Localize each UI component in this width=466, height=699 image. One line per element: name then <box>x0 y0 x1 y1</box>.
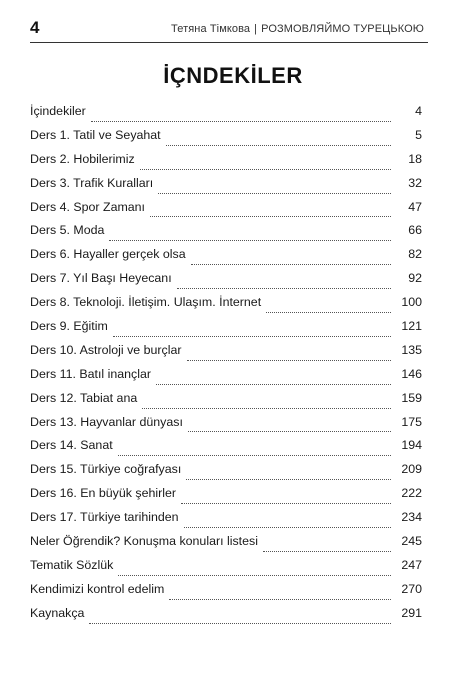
toc-entry-page: 159 <box>401 390 422 405</box>
dot-leader <box>150 216 391 217</box>
toc-entry-label: Ders 17. Türkiye tarihinden <box>30 510 179 525</box>
dot-leader <box>263 551 391 552</box>
toc-entry-page: 234 <box>401 510 422 525</box>
toc-entry <box>30 319 422 343</box>
page-title: İÇNDEKİLER <box>163 63 303 88</box>
toc-entry-page: 66 <box>408 223 422 238</box>
toc-entry <box>30 343 422 367</box>
toc-entry <box>30 176 422 200</box>
dot-leader <box>166 145 391 146</box>
toc-entry <box>30 271 422 295</box>
toc-entry-page: 175 <box>401 414 422 429</box>
toc-entry-label: Ders 2. Hobilerimiz <box>30 151 135 166</box>
dot-leader <box>109 240 391 241</box>
toc-entry <box>30 606 422 630</box>
toc-entry <box>30 415 422 439</box>
toc-entry-page: 222 <box>401 486 422 501</box>
toc-entry-label: Ders 5. Moda <box>30 223 105 238</box>
dot-leader <box>113 336 391 337</box>
dot-leader <box>140 169 391 170</box>
toc-entry-label: Ders 13. Hayvanlar dünyası <box>30 414 183 429</box>
toc-entry-page: 146 <box>401 366 422 381</box>
toc-entry-page: 245 <box>401 534 422 549</box>
dot-leader <box>89 623 391 624</box>
toc-entry-label: Ders 12. Tabiat ana <box>30 390 138 405</box>
toc-entry <box>30 223 422 247</box>
toc-entry-label: Ders 7. Yıl Başı Heyecanı <box>30 271 172 286</box>
table-of-contents <box>30 104 422 630</box>
toc-entry-page: 82 <box>408 247 422 262</box>
toc-entry-page: 32 <box>408 175 422 190</box>
dot-leader <box>187 360 391 361</box>
dot-leader <box>191 264 391 265</box>
toc-entry-page: 121 <box>401 319 422 334</box>
dot-leader <box>266 312 391 313</box>
dot-leader <box>118 455 391 456</box>
toc-entry <box>30 510 422 534</box>
toc-entry <box>30 582 422 606</box>
dot-leader <box>142 408 391 409</box>
toc-entry <box>30 367 422 391</box>
toc-entry-page: 247 <box>401 557 422 572</box>
toc-entry-page: 47 <box>408 199 422 214</box>
toc-entry <box>30 558 422 582</box>
toc-entry <box>30 295 422 319</box>
toc-entry-label: Ders 1. Tatil ve Seyahat <box>30 127 161 142</box>
author-name: Тетяна Тімкова <box>171 23 251 35</box>
toc-entry-page: 194 <box>401 438 422 453</box>
toc-entry-page: 92 <box>408 271 422 286</box>
toc-entry-page: 18 <box>408 151 422 166</box>
toc-entry-label: Ders 10. Astroloji ve burçlar <box>30 342 182 357</box>
toc-entry-page: 100 <box>401 295 422 310</box>
toc-entry-page: 4 <box>415 104 422 118</box>
toc-entry-page: 5 <box>415 127 422 142</box>
toc-entry-label: Neler Öğrendik? Konuşma konuları listesi <box>30 534 258 549</box>
toc-entry-label: Ders 14. Sanat <box>30 438 113 453</box>
toc-entry-page: 270 <box>401 581 422 596</box>
toc-entry <box>30 486 422 510</box>
toc-entry-label: Ders 11. Batıl inançlar <box>30 366 151 381</box>
dot-leader <box>177 288 391 289</box>
dot-leader <box>181 503 391 504</box>
toc-entry-label: Ders 9. Eğitim <box>30 319 108 334</box>
header-separator: | <box>254 23 258 35</box>
toc-entry <box>30 104 422 128</box>
toc-entry-label: Tematik Sözlük <box>30 557 114 572</box>
toc-entry-label: Ders 8. Teknoloji. İletişim. Ulaşım. İnternet <box>30 295 262 310</box>
toc-entry-label: Ders 15. Türkiye coğrafyası <box>30 462 182 477</box>
toc-entry <box>30 462 422 486</box>
toc-entry <box>30 247 422 271</box>
dot-leader <box>169 599 391 600</box>
toc-entry <box>30 438 422 462</box>
toc-entry-label: Kendimizi kontrol edelim <box>30 581 165 596</box>
toc-entry-label: Ders 3. Trafik Kuralları <box>30 175 154 190</box>
running-header <box>30 14 428 43</box>
dot-leader <box>158 193 391 194</box>
toc-entry-page: 135 <box>401 342 422 357</box>
toc-entry-page: 209 <box>401 462 422 477</box>
toc-entry-page: 291 <box>401 605 422 620</box>
toc-entry <box>30 152 422 176</box>
toc-entry-label: Ders 6. Hayaller gerçek olsa <box>30 247 186 262</box>
dot-leader <box>91 121 391 122</box>
toc-entry-label: İçindekiler <box>30 104 86 118</box>
dot-leader <box>186 479 391 480</box>
toc-entry-label: Ders 4. Spor Zamanı <box>30 199 146 214</box>
dot-leader <box>118 575 391 576</box>
toc-entry <box>30 128 422 152</box>
dot-leader <box>156 384 391 385</box>
toc-entry-label: Kaynakça <box>30 605 85 620</box>
toc-entry <box>30 534 422 558</box>
toc-entry <box>30 391 422 415</box>
book-title: РОЗМОВЛЯЙМО ТУРЕЦЬКОЮ <box>261 23 424 35</box>
page-number: 4 <box>30 18 40 37</box>
toc-entry-label: Ders 16. En büyük şehirler <box>30 486 177 501</box>
dot-leader <box>188 431 391 432</box>
toc-entry <box>30 200 422 224</box>
running-head <box>171 23 424 35</box>
dot-leader <box>184 527 391 528</box>
